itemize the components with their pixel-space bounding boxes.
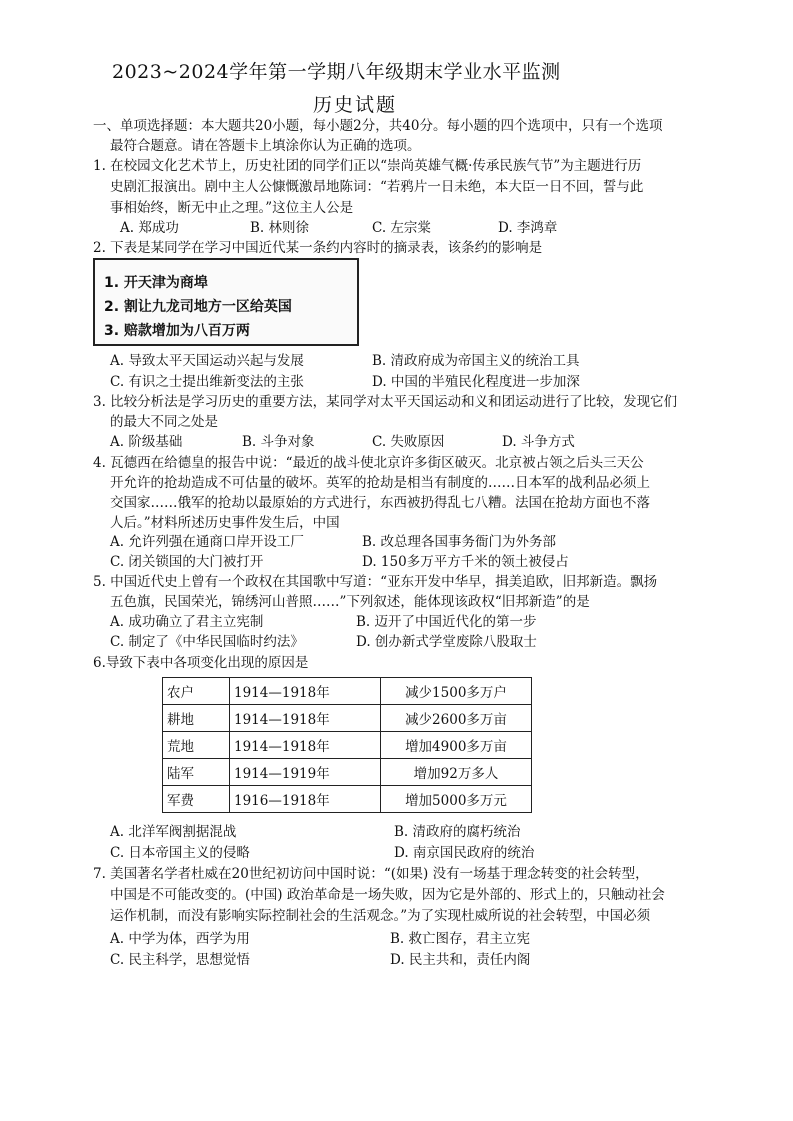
table-row (163, 759, 532, 786)
q5-option-d: D. 创办新式学堂废除八股取士 (356, 634, 537, 650)
table-cell: 增加4900多万亩 (381, 732, 532, 759)
q1-stem-line-2: 史剧汇报演出。剧中主人公慷慨激昂地陈词：“若鸦片一日未绝，本大臣一日不回，誓与此 (110, 179, 644, 195)
q4-option-d: D. 150多万平方千米的领土被侵占 (362, 554, 569, 570)
q2-excerpt-box (93, 258, 359, 346)
q6-data-table (162, 677, 532, 813)
table-cell: 1914—1918年 (230, 678, 381, 705)
table-cell: 军费 (163, 786, 230, 813)
q3-option-b: B. 斗争对象 (242, 434, 315, 450)
q1-option-b: B. 林则徐 (250, 220, 310, 236)
q1-option-d: D. 李鸿章 (498, 220, 558, 236)
q6-option-a: A. 北洋军阀割据混战 (110, 824, 237, 840)
q1-stem-line-3: 事相始终，断无中止之理。”这位主人公是 (110, 200, 354, 216)
q2-option-a: A. 导致太平天国运动兴起与发展 (110, 353, 304, 369)
q2-excerpt-item-1: 1. 开天津为商埠 (104, 275, 208, 291)
section-instruction-line-2: 最符合题意。请在答题卡上填涂你认为正确的选项。 (110, 138, 421, 154)
q3-option-c: C. 失败原因 (372, 434, 445, 450)
q4-stem-line-2: 开允许的抢劫造成不可估量的破坏。英军的抢劫是相当有制度的……日本军的战利品必须上 (110, 475, 650, 491)
q4-stem-line-4: 人后。”材料所述历史事件发生后，中国 (110, 515, 340, 531)
table-cell: 减少1500多万户 (381, 678, 532, 705)
q3-stem-line-2: 的最大不同之处是 (110, 414, 218, 430)
section-instruction-line-1: 一、单项选择题：本大题共20小题，每小题2分，共40分。每小题的四个选项中，只有一个选项 (93, 118, 663, 134)
q6-option-d: D. 南京国民政府的统治 (394, 845, 535, 861)
table-cell: 1916—1918年 (230, 786, 381, 813)
q5-option-c: C. 制定了《中华民国临时约法》 (110, 634, 304, 650)
q6-option-b: B. 清政府的腐朽统治 (394, 824, 521, 840)
q7-option-a: A. 中学为体，西学为用 (110, 931, 250, 947)
q5-stem-line-1: 5. 中国近代史上曾有一个政权在其国歌中写道：“亚东开发中华早，揖美追欧，旧邦新造。飘扬 (93, 574, 658, 590)
q2-option-c: C. 有识之士提出维新变法的主张 (110, 374, 304, 390)
table-cell: 陆军 (163, 759, 230, 786)
q7-stem-line-2: 中国是不可能改变的。(中国) 政治革命是一场失败，因为它是外部的、形式上的，只触动社会 (110, 887, 665, 903)
q2-excerpt-item-2: 2. 割让九龙司地方一区给英国 (104, 299, 292, 315)
q4-option-c: C. 闭关锁国的大门被打开 (110, 554, 264, 570)
q2-excerpt-item-3: 3. 赔款增加为八百万两 (104, 323, 250, 339)
q5-option-b: B. 迈开了中国近代化的第一步 (356, 614, 537, 630)
table-cell: 耕地 (163, 705, 230, 732)
q5-option-a: A. 成功确立了君主立宪制 (110, 614, 264, 630)
exam-title: 2023~2024学年第一学期八年级期末学业水平监测 (112, 61, 561, 83)
table-row (163, 705, 532, 732)
table-cell: 减少2600多万亩 (381, 705, 532, 732)
q7-option-b: B. 救亡图存，君主立宪 (390, 931, 531, 947)
table-cell: 增加5000多万元 (381, 786, 532, 813)
table-cell: 增加92万多人 (381, 759, 532, 786)
q4-option-b: B. 改总理各国事务衙门为外务部 (362, 534, 557, 550)
q3-stem-line-1: 3. 比较分析法是学习历史的重要方法，某同学对太平天国运动和义和团运动进行了比较，发现它们 (93, 394, 678, 410)
q7-option-c: C. 民主科学，思想觉悟 (110, 952, 250, 968)
exam-subtitle: 历史试题 (313, 94, 398, 116)
table-row (163, 678, 532, 705)
q2-option-b: B. 清政府成为帝国主义的统治工具 (372, 353, 580, 369)
table-cell: 1914—1919年 (230, 759, 381, 786)
q6-option-c: C. 日本帝国主义的侵略 (110, 845, 250, 861)
q1-stem-line-1: 1. 在校园文化艺术节上，历史社团的同学们正以“崇尚英雄气概·传承民族气节”为主题进行历 (93, 158, 642, 174)
q1-option-c: C. 左宗棠 (372, 220, 431, 236)
table-cell: 荒地 (163, 732, 230, 759)
q7-stem-line-1: 7. 美国著名学者杜威在20世纪初访问中国时说：“(如果) 没有一场基于理念转变的社会转型， (93, 866, 649, 882)
q1-option-a: A. 郑成功 (120, 220, 179, 236)
q4-stem-line-1: 4. 瓦德西在给德皇的报告中说：“最近的战斗使北京许多街区破灭。北京被占领之后头三天公 (93, 455, 644, 471)
q3-option-a: A. 阶级基础 (110, 434, 183, 450)
q4-stem-line-3: 交国家……俄军的抢劫以最原始的方式进行，东西被扔得乱七八糟。法国在抢劫方面也不落 (110, 495, 650, 511)
q2-stem-line-1: 2. 下表是某同学在学习中国近代某一条约内容时的摘录表，该条约的影响是 (93, 240, 543, 256)
table-cell: 1914—1918年 (230, 705, 381, 732)
q4-option-a: A. 允许列强在通商口岸开设工厂 (110, 534, 304, 550)
q3-option-d: D. 斗争方式 (502, 434, 575, 450)
table-cell: 农户 (163, 678, 230, 705)
q2-option-d: D. 中国的半殖民化程度进一步加深 (372, 374, 580, 390)
q6-stem-line-1: 6.导致下表中各项变化出现的原因是 (93, 655, 309, 671)
table-row (163, 732, 532, 759)
q7-option-d: D. 民主共和，责任内阁 (390, 952, 531, 968)
table-row (163, 786, 532, 813)
q7-stem-line-3: 运作机制，而没有影响实际控制社会的生活观念。”为了实现杜威所说的社会转型，中国必须 (110, 908, 651, 924)
table-cell: 1914—1918年 (230, 732, 381, 759)
q5-stem-line-2: 五色旗，民国荣光，锦绣河山普照……”下列叙述，能体现该政权“旧邦新造”的是 (110, 594, 590, 610)
